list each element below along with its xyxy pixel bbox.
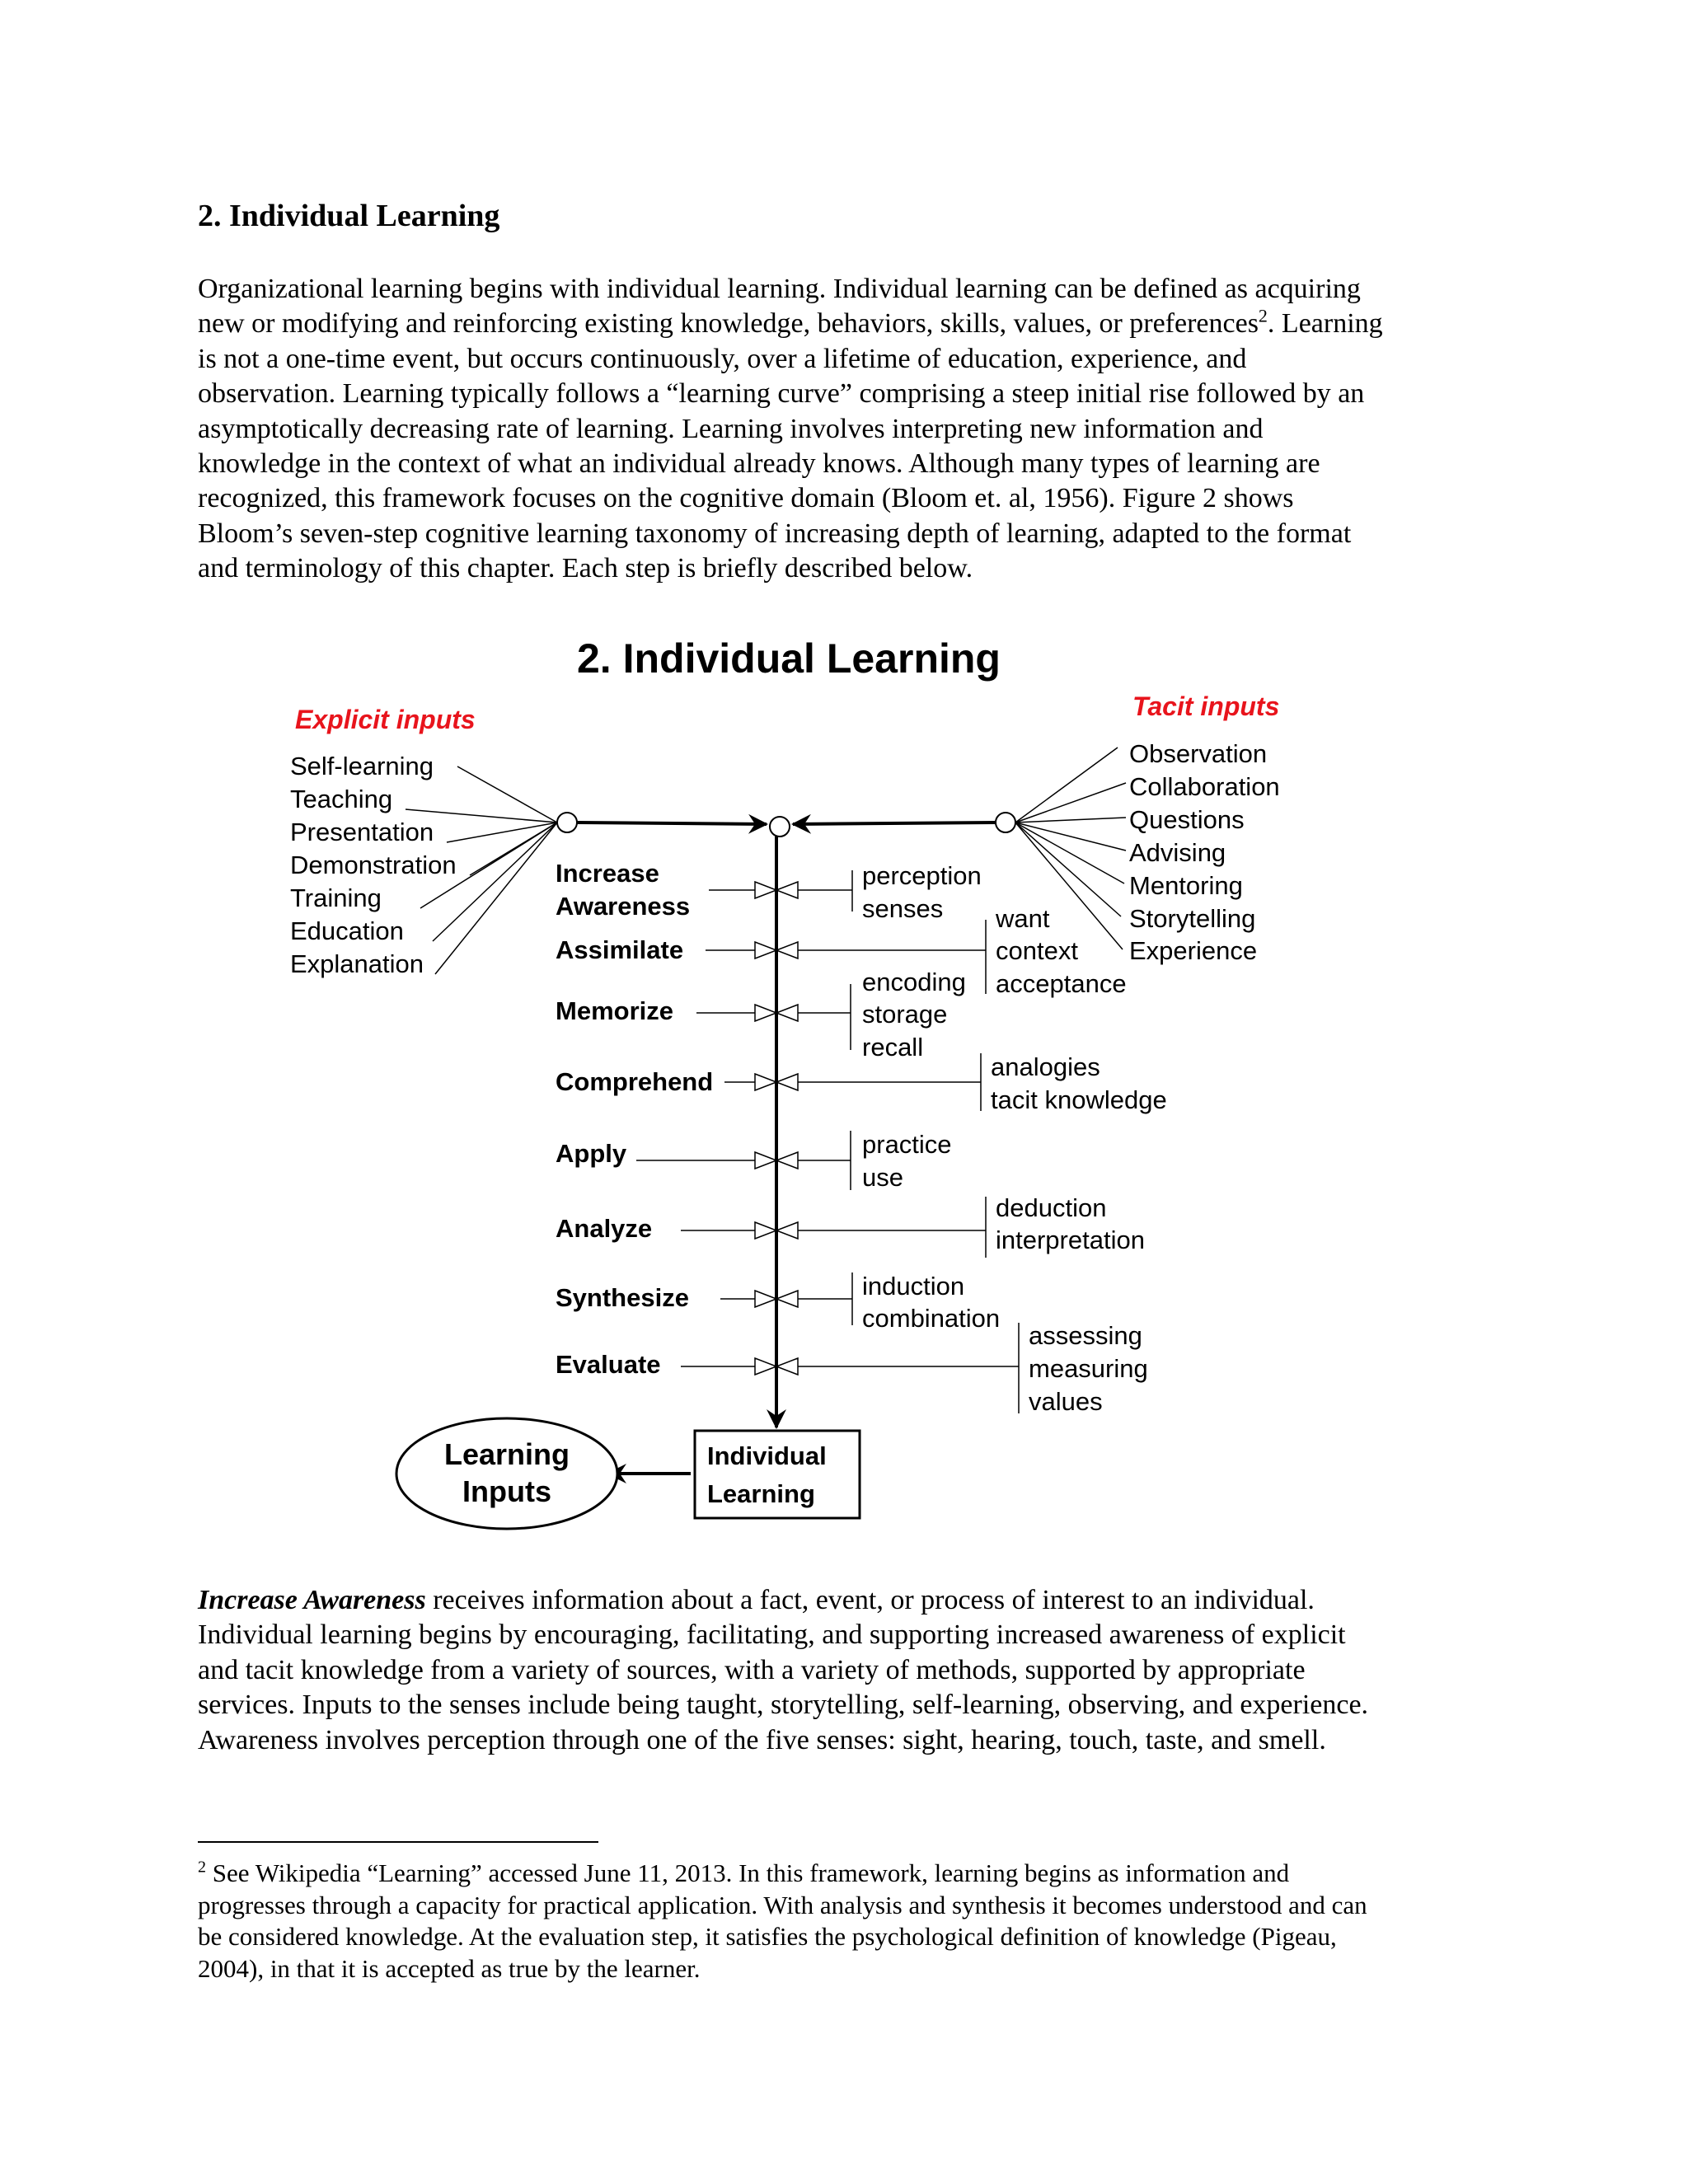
step-label: Comprehend <box>556 1067 714 1096</box>
branch-label: analogies <box>991 1052 1100 1081</box>
box-label-line: Individual <box>707 1441 827 1470</box>
branch-label: recall <box>862 1033 924 1062</box>
step-label: Evaluate <box>556 1350 661 1379</box>
step-label: Memorize <box>556 996 673 1025</box>
branch-label: deduction <box>996 1193 1107 1222</box>
section-heading: 2. Individual Learning <box>198 199 500 233</box>
learning-inputs-ellipse <box>396 1418 617 1529</box>
ellipse-label-line: Inputs <box>462 1474 551 1508</box>
step-label: Analyze <box>556 1214 653 1243</box>
branch-label: acceptance <box>996 969 1127 998</box>
text-line: asymptotically decreasing rate of learning. Learning involves interpreting new information and <box>198 413 1264 444</box>
footnote-number: 2 <box>198 1858 206 1877</box>
branch-label: senses <box>862 894 944 923</box>
figure-title: 2. Individual Learning <box>577 635 1001 682</box>
footnote-divider <box>198 1841 598 1843</box>
tacit-input-item: Advising <box>1129 838 1226 867</box>
explicit-flow-arrow <box>577 823 767 824</box>
branch-label: encoding <box>862 968 966 996</box>
footnote-line: progresses through a capacity for practical application. With analysis and synthesis it becomes understood and can <box>198 1890 1367 1919</box>
branch-label: interpretation <box>996 1226 1145 1254</box>
figure-2-diagram <box>0 626 1688 1541</box>
term-highlight: Increase Awareness <box>198 1585 426 1615</box>
text-line: Awareness involves perception through one of the five senses: sight, hearing, touch, taste, and smell. <box>198 1724 1326 1755</box>
tacit-input-item: Experience <box>1129 936 1258 965</box>
branch-label: want <box>996 904 1050 933</box>
explicit-input-item: Education <box>290 916 404 945</box>
text-line: and terminology of this chapter. Each step is briefly described below. <box>198 553 973 584</box>
footnote-line: $^2$ See Wikipedia “Learning” accessed June 11, 2013. In this framework, learning begins as information and <box>198 1858 1290 1887</box>
text-line: Increase Awareness receives information about a fact, event, or process of interest to an individual. <box>198 1585 1315 1615</box>
text-line: and tacit knowledge from a variety of sources, with a variety of methods, supported by appropriate <box>198 1654 1306 1685</box>
central-junction <box>770 817 790 837</box>
footnote-line: 2004), in that it is accepted as true by the learner. <box>198 1953 701 1983</box>
footnote <box>198 1858 1500 1985</box>
branch-label: tacit knowledge <box>991 1085 1167 1114</box>
explicit-junction <box>557 813 577 832</box>
explicit-input-item: Training <box>290 883 382 912</box>
explicit-input-item: Teaching <box>290 785 393 813</box>
branch-label: combination <box>862 1304 1001 1333</box>
explicit-input-item: Demonstration <box>290 851 457 879</box>
branch-label: values <box>1029 1387 1103 1416</box>
text-line: Organizational learning begins with individual learning. Individual learning can be defined as acquiring <box>198 274 1361 304</box>
text-line: observation. Learning typically follows a “learning curve” comprising a steep initial rise followed by an <box>198 378 1365 410</box>
text-line: recognized, this framework focuses on the cognitive domain (Bloom et. al, 1956). Figure 2 shows <box>198 483 1294 514</box>
tacit-flow-arrow <box>793 823 996 824</box>
explicit-inputs-label: Explicit inputs <box>295 705 476 734</box>
learning-flow-diagram <box>0 626 1688 1541</box>
branch-label: storage <box>862 1000 948 1029</box>
explicit-input-item: Self-learning <box>290 752 434 780</box>
ellipse-label-line: Learning <box>443 1437 570 1471</box>
awareness-paragraph <box>198 1583 1492 1758</box>
tacit-inputs-label: Tacit inputs <box>1132 691 1280 721</box>
tacit-input-item: Observation <box>1129 739 1268 768</box>
explicit-input-item: Presentation <box>290 818 434 846</box>
text-line: is not a one-time event, but occurs continuously, over a lifetime of education, experience, and <box>198 343 1247 374</box>
footnote-marker[interactable]: 2 <box>1258 306 1268 327</box>
text-line: Individual learning begins by encouraging, facilitating, and supporting increased awareness of explicit <box>198 1619 1346 1651</box>
step-label: Assimilate <box>556 935 684 964</box>
intro-paragraph <box>198 272 1492 587</box>
tacit-junction <box>996 813 1015 832</box>
tacit-input-item: Storytelling <box>1129 904 1256 933</box>
step-label: Increase <box>556 859 659 888</box>
tacit-input-item: Questions <box>1129 805 1245 834</box>
step-label: Apply <box>556 1139 627 1168</box>
box-label-line: Learning <box>707 1479 815 1508</box>
branch-label: induction <box>862 1272 965 1301</box>
text-line: Bloom’s seven-step cognitive learning taxonomy of increasing depth of learning, adapted to the format <box>198 518 1352 549</box>
explicit-input-item: Explanation <box>290 949 424 978</box>
step-label: Awareness <box>556 892 691 921</box>
text-line: knowledge in the context of what an individual already knows. Although many types of learning are <box>198 448 1320 480</box>
text-line: new or modifying and reinforcing existing knowledge, behaviors, skills, values, or preferences$^2$. Learning <box>198 306 1383 340</box>
branch-label: context <box>996 936 1078 965</box>
tacit-input-item: Mentoring <box>1129 871 1243 900</box>
tacit-input-item: Collaboration <box>1129 772 1280 801</box>
step-label: Synthesize <box>556 1283 689 1312</box>
footnote-line: be considered knowledge. At the evaluation step, it satisfies the psychological definition of knowledge (Pigeau, <box>198 1922 1337 1952</box>
text-line: services. Inputs to the senses include being taught, storytelling, self-learning, observing, and experience. <box>198 1690 1369 1721</box>
branch-label: perception <box>862 861 982 890</box>
branch-label: practice <box>862 1130 952 1159</box>
branch-label: assessing <box>1029 1321 1142 1350</box>
branch-label: measuring <box>1029 1354 1148 1383</box>
branch-label: use <box>862 1163 903 1192</box>
